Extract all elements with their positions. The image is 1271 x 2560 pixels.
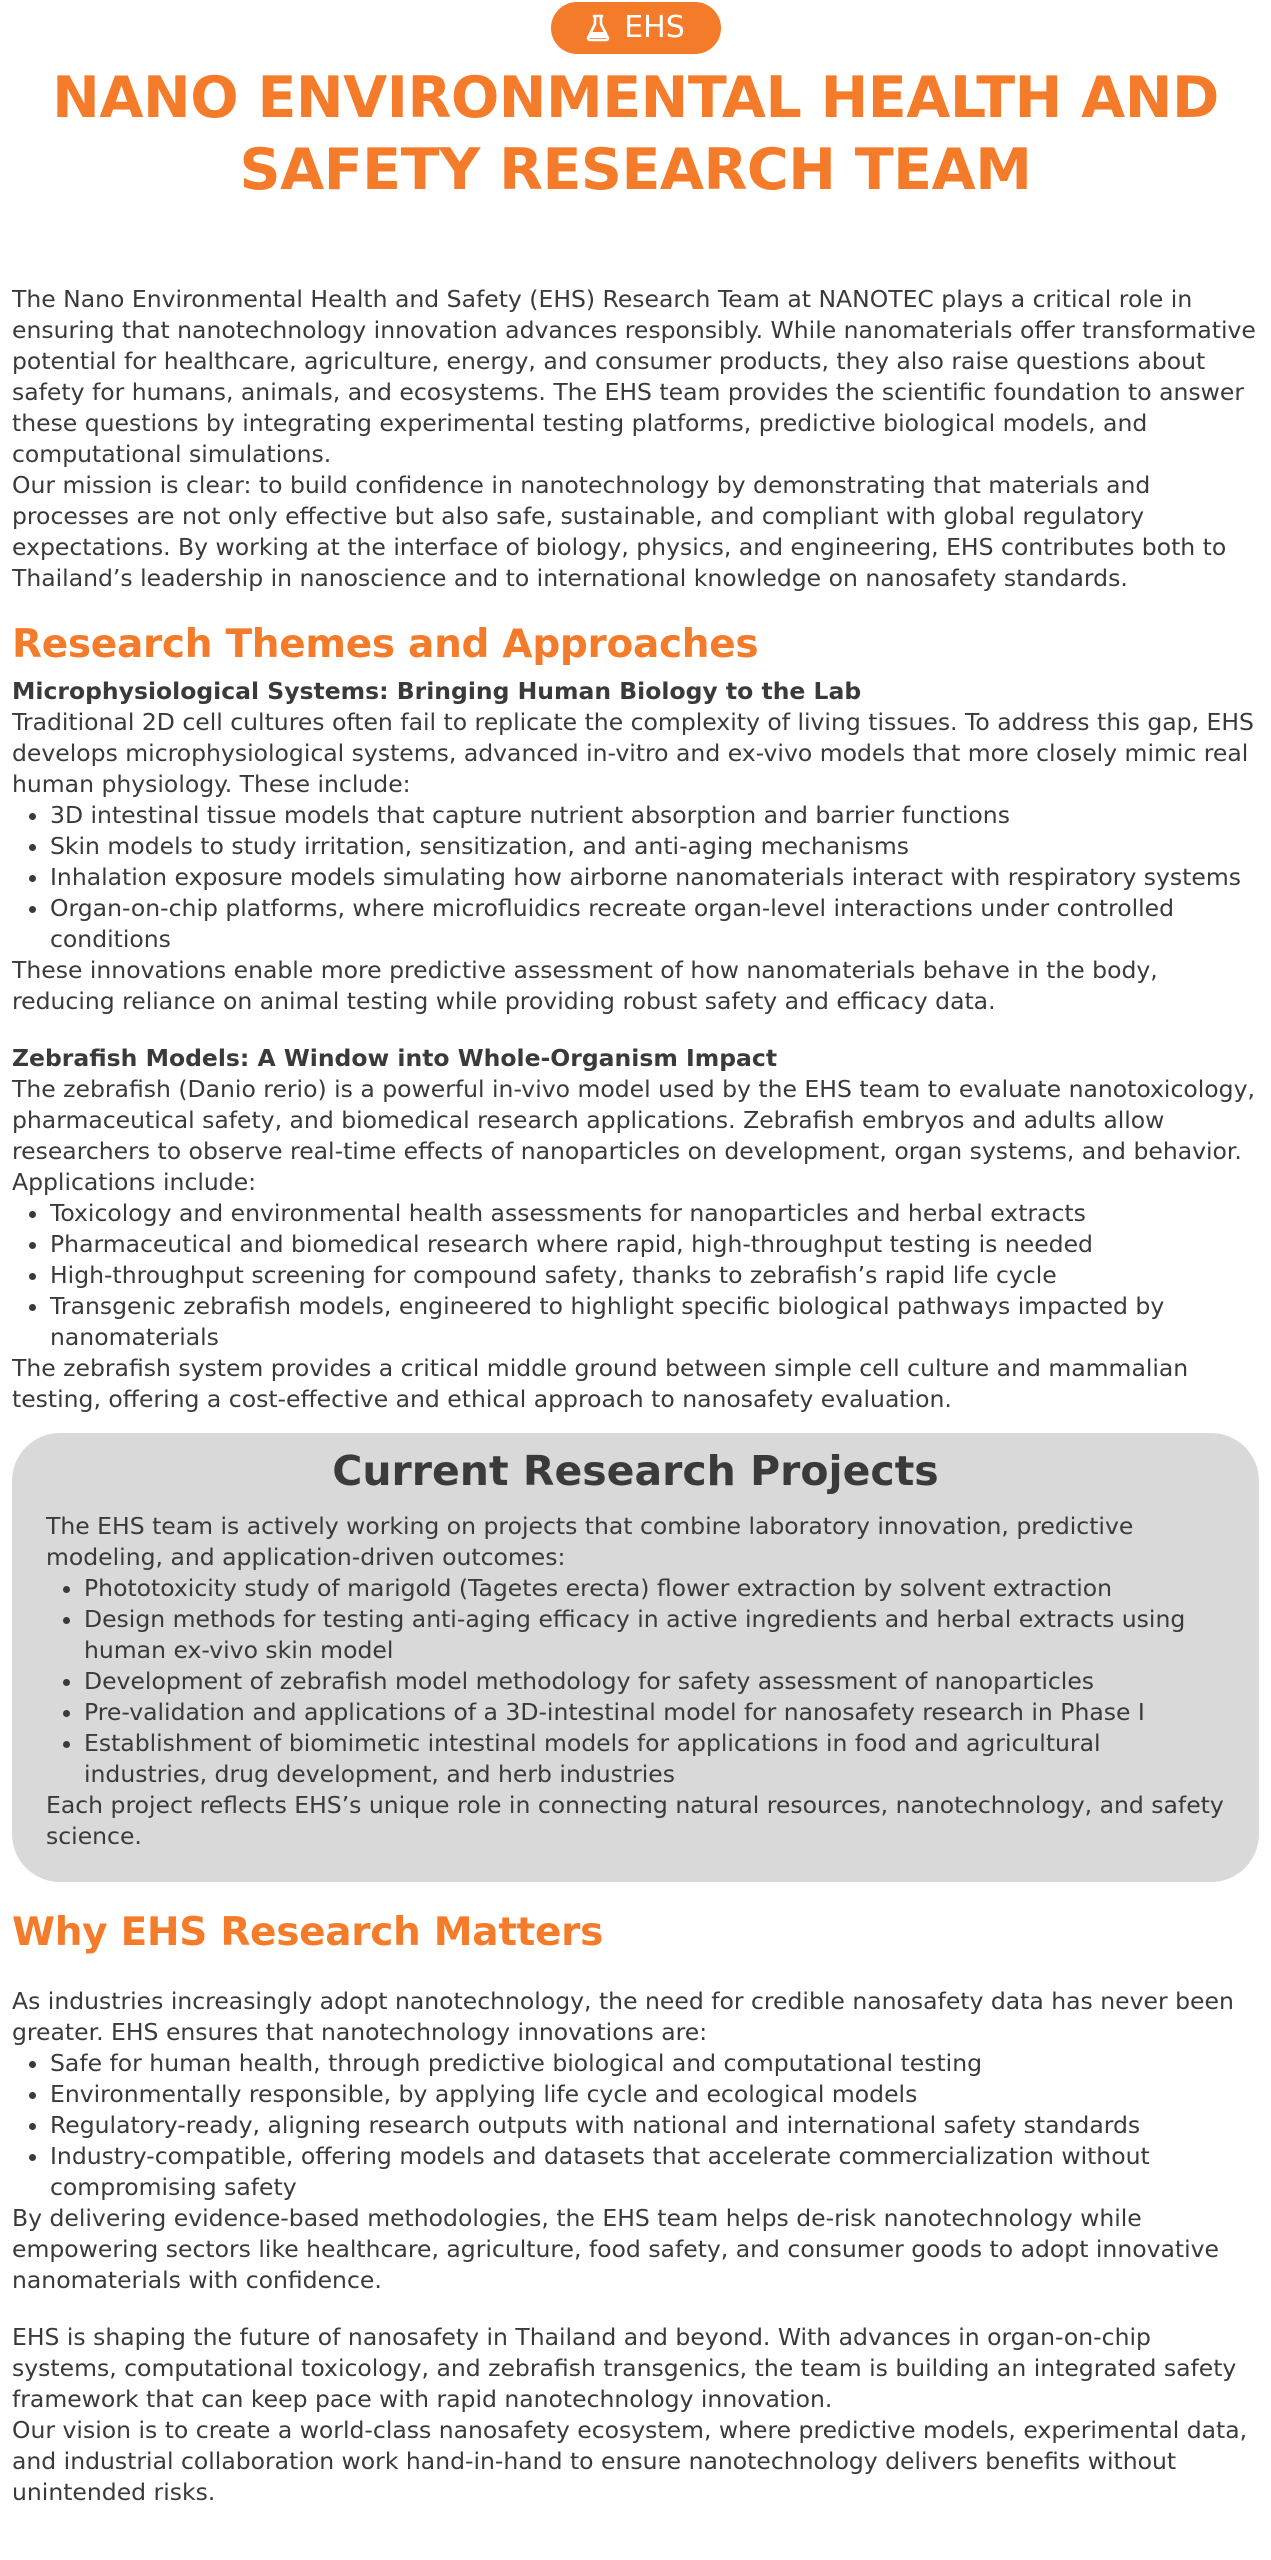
flask-icon (586, 14, 610, 42)
list-item: • Phototoxicity study of marigold (Tagetes erecta) flower extraction by solvent extraction (84, 1573, 1225, 1604)
projects-list (46, 1573, 1225, 1790)
page-title: NANO ENVIRONMENTAL HEALTH AND SAFETY RESEARCH TEAM (52, 65, 1219, 203)
zebrafish-list (12, 1198, 1259, 1353)
why-list (12, 2048, 1259, 2203)
spacer (12, 2296, 1259, 2322)
why-outro: By delivering evidence-based methodologies, the EHS team helps de-risk nanotechnology while empowering sectors like healthcare, agriculture, food safety, and consumer goods to adopt innovative nanomaterials with confidence. (12, 2204, 1220, 2294)
why-heading: Why EHS Research Matters (12, 1910, 603, 1955)
list-item: • Skin models to study irritation, sensitization, and anti-aging mechanisms (50, 831, 1259, 862)
projects-intro: The EHS team is actively working on projects that combine laboratory innovation, predictive modeling, and application-driven outcomes: (46, 1512, 1134, 1571)
header (0, 0, 1271, 54)
list-item: • Toxicology and environmental health assessments for nanoparticles and herbal extracts (50, 1198, 1259, 1229)
intro-paragraph-2: Our mission is clear: to build confidence in nanotechnology by demonstrating that materials and processes are not only effective but also safe, sustainable, and compliant with global regulatory expectations. By working at the interface of biology, physics, and engineering, EHS contributes both to Thailand’s leadership in nanoscience and to international knowledge on nanosafety standards. (12, 471, 1227, 592)
themes-section (12, 620, 1259, 1415)
list-item: • Organ-on-chip platforms, where microfluidics recreate organ-level interactions under controlled conditions (50, 893, 1259, 955)
list-item: • Environmentally responsible, by applying life cycle and ecological models (50, 2079, 1259, 2110)
projects-outro: Each project reflects EHS’s unique role in connecting natural resources, nanotechnology, and safety science. (46, 1791, 1224, 1850)
list-item: • Pharmaceutical and biomedical research where rapid, high-throughput testing is needed (50, 1229, 1259, 1260)
themes-heading: Research Themes and Approaches (12, 622, 759, 667)
future-paragraph: EHS is shaping the future of nanosafety in Thailand and beyond. With advances in organ-on-chip systems, computational toxicology, and zebrafish transgenics, the team is building an integrated safety framework that can keep pace with rapid nanotechnology innovation. (12, 2323, 1237, 2413)
zebrafish-outro: The zebrafish system provides a critical middle ground between simple cell culture and mammalian testing, offering a cost-effective and ethical approach to nanosafety evaluation. (12, 1354, 1189, 1413)
projects-box (12, 1433, 1259, 1882)
zebrafish-apps-label: Applications include: (12, 1168, 257, 1196)
list-item: • Safe for human health, through predictive biological and computational testing (50, 2048, 1259, 2079)
list-item: • Establishment of biomimetic intestinal models for applications in food and agricultural industries, drug development, and herb industries (84, 1728, 1225, 1790)
mps-list (12, 800, 1259, 955)
why-intro: As industries increasingly adopt nanotechnology, the need for credible nanosafety data has never been greater. EHS ensures that nanotechnology innovations are: (12, 1987, 1234, 2046)
zebrafish-title: Zebrafish Models: A Window into Whole-Organism Impact (12, 1044, 778, 1072)
list-item: • Inhalation exposure models simulating how airborne nanomaterials interact with respiratory systems (50, 862, 1259, 893)
mps-intro: Traditional 2D cell cultures often fail to replicate the complexity of living tissues. To address this gap, EHS develops microphysiological systems, advanced in-vitro and ex-vivo models that more closely mimic real human physiology. These include: (12, 708, 1254, 798)
list-item: • 3D intestinal tissue models that capture nutrient absorption and barrier functions (50, 800, 1259, 831)
badge-label: EHS (624, 10, 685, 45)
mps-title: Microphysiological Systems: Bringing Human Biology to the Lab (12, 677, 862, 705)
main-content (0, 284, 1271, 2508)
vision-paragraph: Our vision is to create a world-class nanosafety ecosystem, where predictive models, experimental data, and industrial collaboration work hand-in-hand to ensure nanotechnology delivers benefits without unintended risks. (12, 2416, 1248, 2506)
list-item: • High-throughput screening for compound safety, thanks to zebrafish’s rapid life cycle (50, 1260, 1259, 1291)
projects-heading: Current Research Projects (332, 1447, 939, 1495)
list-item: • Transgenic zebrafish models, engineered to highlight specific biological pathways impacted by nanomaterials (50, 1291, 1259, 1353)
intro-paragraph-1: The Nano Environmental Health and Safety (EHS) Research Team at NANOTEC plays a critical role in ensuring that nanotechnology innovation advances responsibly. While nanomaterials offer transformative potential for healthcare, agriculture, energy, and consumer products, they also raise questions about safety for humans, animals, and ecosystems. The EHS team provides the scientific foundation to answer these questions by integrating experimental testing platforms, predictive biological models, and computational simulations. (12, 285, 1256, 468)
list-item: • Design methods for testing anti-aging efficacy in active ingredients and herbal extracts using human ex-vivo skin model (84, 1604, 1225, 1666)
list-item: • Pre-validation and applications of a 3D-intestinal model for nanosafety research in Phase I (84, 1697, 1225, 1728)
mps-outro: These innovations enable more predictive assessment of how nanomaterials behave in the body, reducing reliance on animal testing while providing robust safety and efficacy data. (12, 956, 1158, 1015)
list-item: • Regulatory-ready, aligning research outputs with national and international safety standards (50, 2110, 1259, 2141)
ehs-badge[interactable] (551, 2, 721, 54)
zebrafish-intro: The zebrafish (Danio rerio) is a powerful in-vivo model used by the EHS team to evaluate nanotoxicology, pharmaceutical safety, and biomedical research applications. Zebrafish embryos and adults allow researchers to observe real-time effects of nanoparticles on development, organ systems, and behavior. (12, 1075, 1255, 1165)
intro-section (12, 284, 1259, 594)
spacer (12, 1017, 1259, 1043)
list-item: • Industry-compatible, offering models and datasets that accelerate commercialization without compromising safety (50, 2141, 1259, 2203)
list-item: • Development of zebrafish model methodology for safety assessment of nanoparticles (84, 1666, 1225, 1697)
why-section (12, 1908, 1259, 2508)
